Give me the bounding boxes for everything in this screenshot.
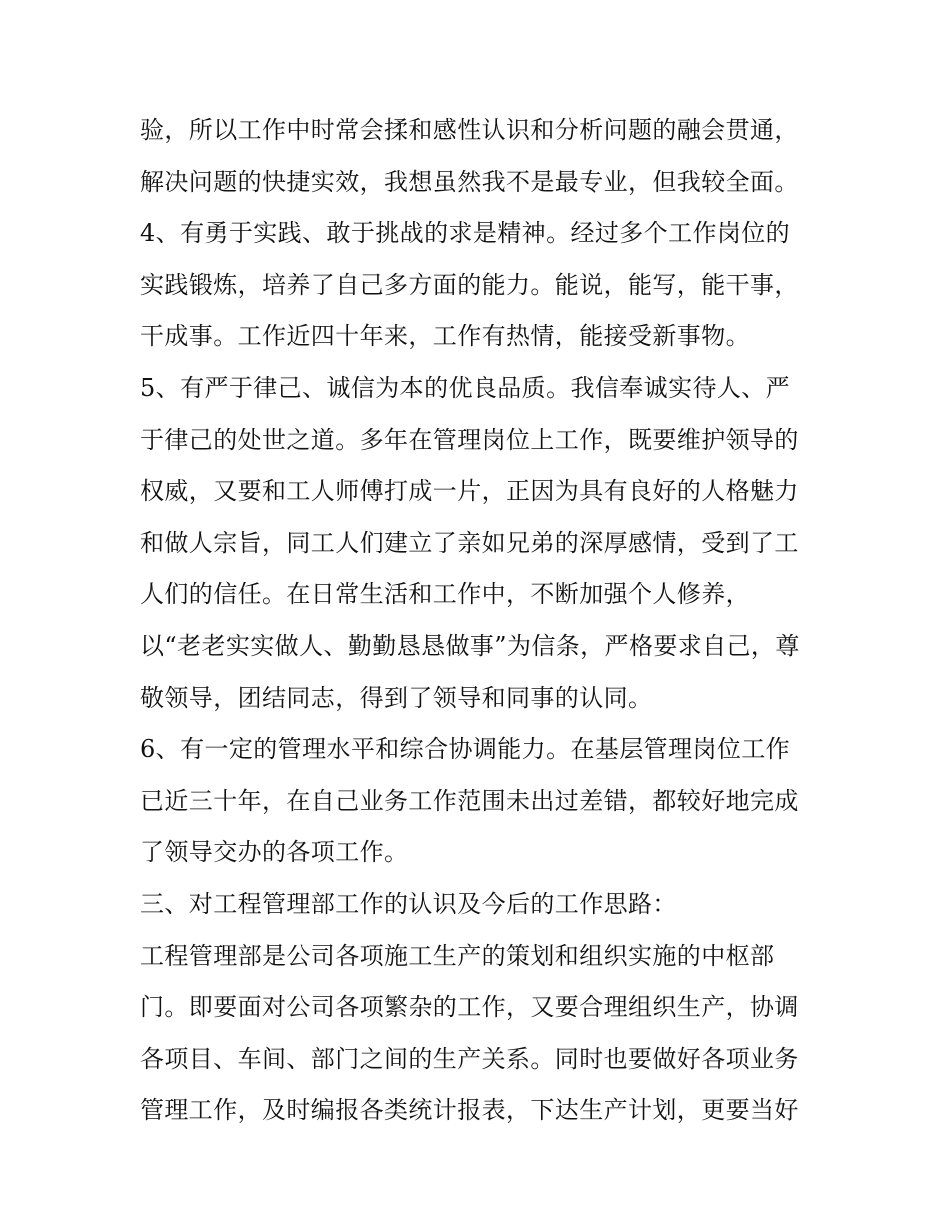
text-line: 以“老老实实做人、勤勤恳恳做事”为信条，严格要求自己，尊 [140,631,800,660]
text-line: 已近三十年，在自己业务工作范围未出过差错，都较好地完成 [140,786,799,815]
text-line: 工程管理部是公司各项施工生产的策划和组织实施的中枢部 [140,941,775,970]
text-line: 验，所以工作中时常会揉和感性认识和分析问题的融会贯通， [140,116,799,144]
text-line: 于律己的处世之道。多年在管理岗位上工作，既要维护领导的 [140,425,799,454]
text-line: 5、有严于律己、诚信为本的优良品质。我信奉诚实待人、严 [140,373,791,402]
text-line: 解决问题的快捷实效，我想虽然我不是最专业，但我较全面。 [140,167,799,196]
body-text [140,105,820,1137]
text-line: 门。即要面对公司各项繁杂的工作，又要合理组织生产，协调 [140,993,799,1022]
text-line: 权威，又要和工人师傅打成一片，正因为具有良好的人格魅力 [140,477,799,506]
text-line: 4、有勇于实践、敢于挑战的求是精神。经过多个工作岗位的 [140,219,791,248]
text-line: 6、有一定的管理水平和综合协调能力。在基层管理岗位工作 [140,735,791,764]
text-line: 干成事。工作近四十年来，工作有热情，能接受新事物。 [140,322,750,351]
text-line: 敬领导，团结同志，得到了领导和同事的认同。 [140,683,653,712]
text-line: 了领导交办的各项工作。 [140,838,409,867]
text-line: 和做人宗旨，同工人们建立了亲如兄弟的深厚感情，受到了工 [140,528,799,557]
section-heading: 三、对工程管理部工作的认识及今后的工作思路： [140,889,677,918]
text-line: 各项目、车间、部门之间的生产关系。同时也要做好各项业务 [140,1044,799,1073]
text-line: 实践锻炼，培养了自己多方面的能力。能说，能写，能干事， [140,270,799,299]
text-line: 管理工作，及时编报各类统计报表，下达生产计划，更要当好 [140,1096,799,1125]
text-line: 人们的信任。在日常生活和工作中，不断加强个人修养， [140,580,750,609]
